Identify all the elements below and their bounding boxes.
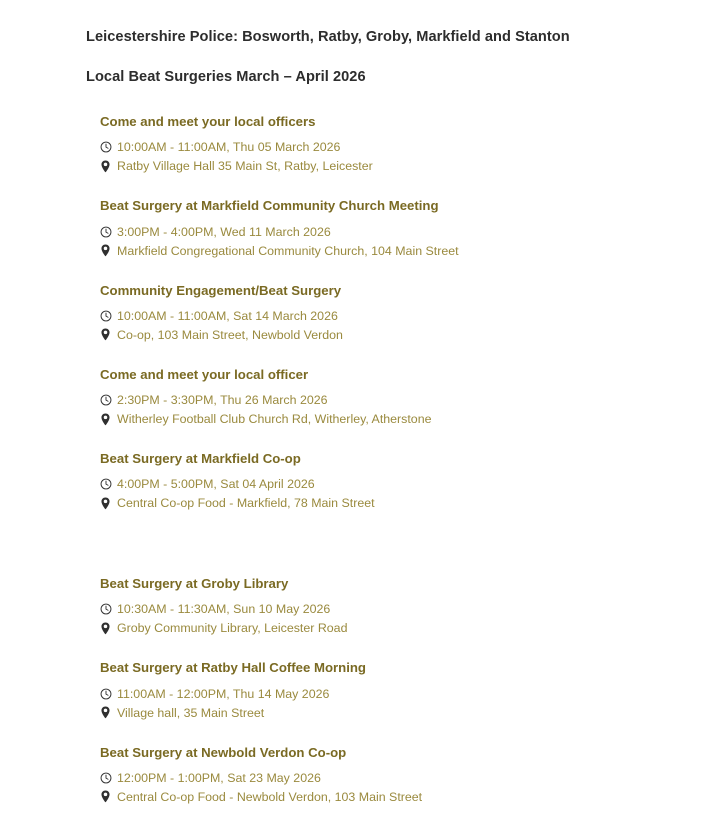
event-title: Beat Surgery at Markfield Community Church Meeting [100,198,439,214]
event-entry-0 [100,115,711,173]
clock-icon [100,687,117,701]
event-time-row [100,771,711,785]
event-time-text: 11:00AM - 12:00PM, Thu 14 May 2026 [117,686,330,701]
event-time-row [100,602,711,616]
event-location-row [100,496,711,510]
map-pin-icon [100,328,117,342]
event-time-row [100,477,711,491]
map-pin-icon [100,412,117,426]
event-time-text: 10:00AM - 11:00AM, Thu 05 March 2026 [117,140,341,155]
event-title: Beat Surgery at Newbold Verdon Co-op [100,744,347,760]
event-location-text: Markfield Congregational Community Church, 104 Main Street [117,243,459,258]
event-entry-3 [100,368,711,426]
event-time-text: 3:00PM - 4:00PM, Wed 11 March 2026 [117,224,331,239]
event-time-row [100,140,711,154]
event-title: Beat Surgery at Ratby Hall Coffee Morning [100,660,366,676]
event-time-row [100,225,711,239]
event-title: Beat Surgery at Markfield Co-op [100,451,301,466]
event-title: Come and meet your local officer [100,366,309,382]
event-location-row [100,706,711,720]
event-title: Beat Surgery at Groby Library [100,576,289,592]
event-location-text: Groby Community Library, Leicester Road [117,621,348,636]
event-time-text: 2:30PM - 3:30PM, Thu 26 March 2026 [117,393,328,407]
map-pin-icon [100,621,117,635]
event-entry-2 [100,284,711,342]
event-location-row [100,159,711,173]
event-location-text: Central Co-op Food - Markfield, 78 Main Street [117,496,375,511]
event-location-text: Witherley Football Club Church Rd, Witherley, Atherstone [117,412,432,426]
event-time-text: 12:00PM - 1:00PM, Sat 23 May 2026 [117,770,321,785]
event-time-row [100,309,711,323]
event-location-text: Central Co-op Food - Newbold Verdon, 103 Main Street [117,789,423,804]
event-location-row [100,790,711,804]
clock-icon [100,771,117,785]
event-title: Come and meet your local officers [100,114,316,130]
map-pin-icon [100,496,117,510]
clock-icon [100,225,117,239]
event-location-text: Village hall, 35 Main Street [117,705,265,720]
clock-icon [100,140,117,154]
event-time-text: 10:30AM - 11:30AM, Sun 10 May 2026 [117,602,331,617]
event-list [0,115,711,804]
map-pin-icon [100,244,117,258]
event-entry-4 [100,452,711,510]
event-entry-6 [100,661,711,719]
event-location-row [100,621,711,635]
event-time-row [100,687,711,701]
event-entry-7 [100,746,711,804]
clock-icon [100,309,117,323]
event-time-text: 4:00PM - 5:00PM, Sat 04 April 2026 [117,477,315,492]
event-location-row [100,244,711,258]
map-pin-icon [100,159,117,173]
event-title: Community Engagement/Beat Surgery [100,282,342,298]
map-pin-icon [100,790,117,804]
event-time-row [100,393,711,407]
document-header [0,0,711,84]
clock-icon [100,602,117,616]
clock-icon [100,393,117,407]
document-title-line-2: Local Beat Surgeries March – April 2026 [86,68,366,85]
event-location-row [100,412,711,426]
event-location-row [100,328,711,342]
event-location-text: Co-op, 103 Main Street, Newbold Verdon [117,327,343,342]
event-location-text: Ratby Village Hall 35 Main St, Ratby, Leicester [117,159,373,174]
event-time-text: 10:00AM - 11:00AM, Sat 14 March 2026 [117,308,338,323]
document-title-line-1: Leicestershire Police: Bosworth, Ratby, Groby, Markfield and Stanton [86,29,570,45]
event-entry-1 [100,199,711,257]
event-entry-5 [100,577,711,635]
map-pin-icon [100,706,117,720]
clock-icon [100,477,117,491]
